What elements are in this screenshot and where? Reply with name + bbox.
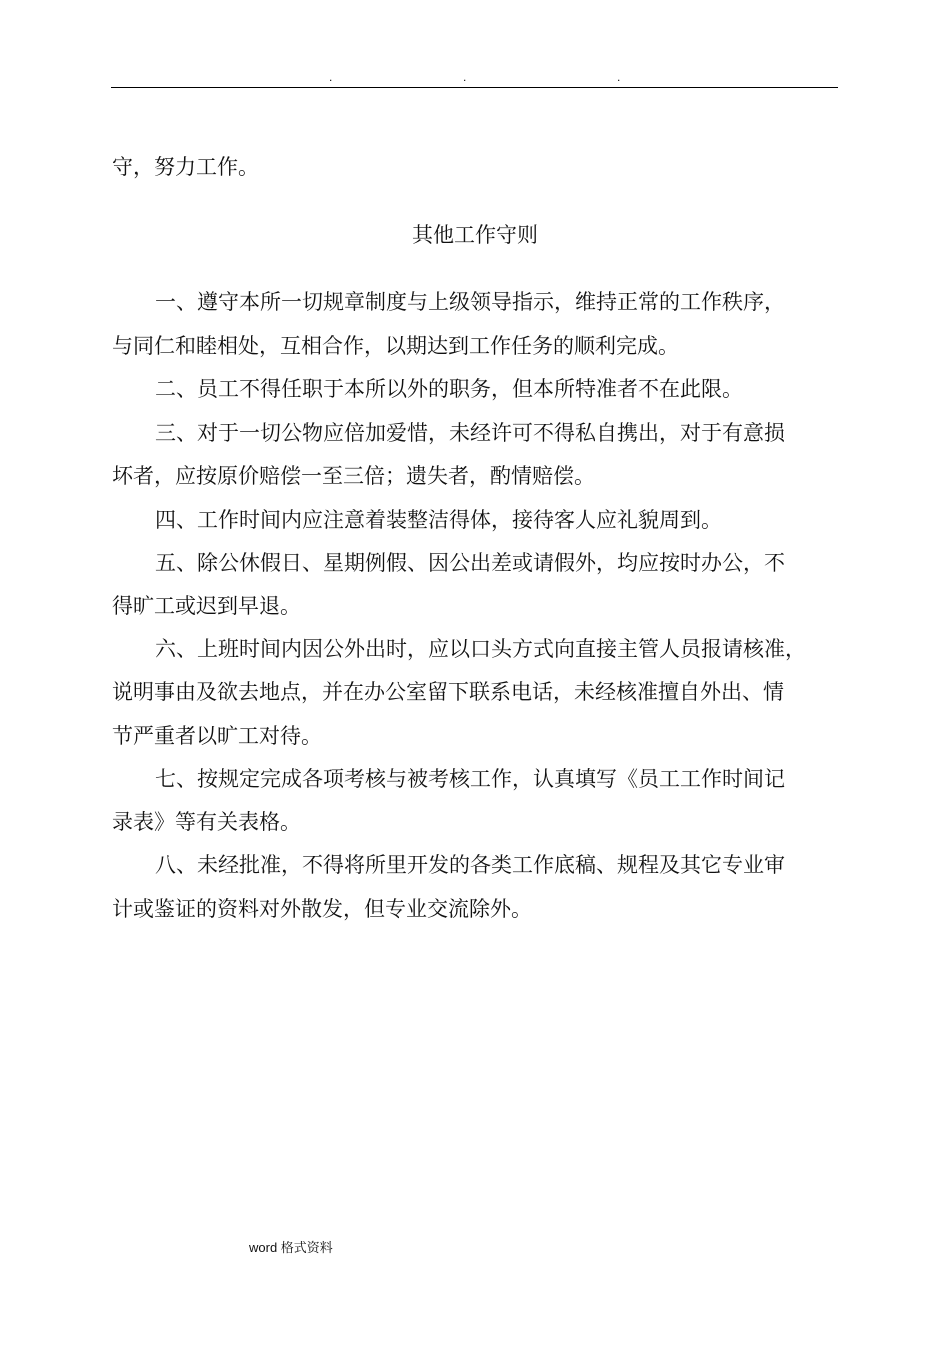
header-dot: . xyxy=(617,70,621,84)
header-dot: . xyxy=(463,70,467,84)
header-dot: . xyxy=(329,70,333,84)
paragraph-line: 节严重者以旷工对待。 xyxy=(112,724,322,748)
lead-line: 守，努力工作。 xyxy=(112,155,259,179)
paragraph-line: 录表》等有关表格。 xyxy=(112,810,301,834)
paragraph-line: 四、工作时间内应注意着装整洁得体，接待客人应礼貌周到。 xyxy=(155,508,722,532)
paragraph-line: 七、按规定完成各项考核与被考核工作，认真填写《员工工作时间记 xyxy=(155,767,785,791)
paragraph-line: 计或鉴证的资料对外散发，但专业交流除外。 xyxy=(112,897,532,921)
paragraph-line: 一、遵守本所一切规章制度与上级领导指示，维持正常的工作秩序， xyxy=(155,290,785,314)
paragraph-line: 坏者，应按原价赔偿一至三倍；遗失者，酌情赔偿。 xyxy=(112,464,595,488)
section-title: 其他工作守则 xyxy=(412,223,538,247)
paragraph-line: 五、除公休假日、星期例假、因公出差或请假外，均应按时办公，不 xyxy=(155,551,785,575)
paragraph-line: 三、对于一切公物应倍加爱惜，未经许可不得私自携出，对于有意损 xyxy=(155,421,785,445)
paragraph-line: 八、未经批准，不得将所里开发的各类工作底稿、规程及其它专业审 xyxy=(155,853,785,877)
paragraph-line: 二、员工不得任职于本所以外的职务，但本所特准者不在此限。 xyxy=(155,377,743,401)
paragraph-line: 得旷工或迟到早退。 xyxy=(112,594,301,618)
paragraph-line: 说明事由及欲去地点，并在办公室留下联系电话，未经核准擅自外出、情 xyxy=(112,680,784,704)
paragraph-line: 与同仁和睦相处，互相合作，以期达到工作任务的顺利完成。 xyxy=(112,334,679,358)
header-rule xyxy=(111,87,838,88)
paragraph-line: 六、上班时间内因公外出时，应以口头方式向直接主管人员报请核准， xyxy=(155,637,806,661)
page-footer: word 格式资料 xyxy=(249,1240,333,1255)
